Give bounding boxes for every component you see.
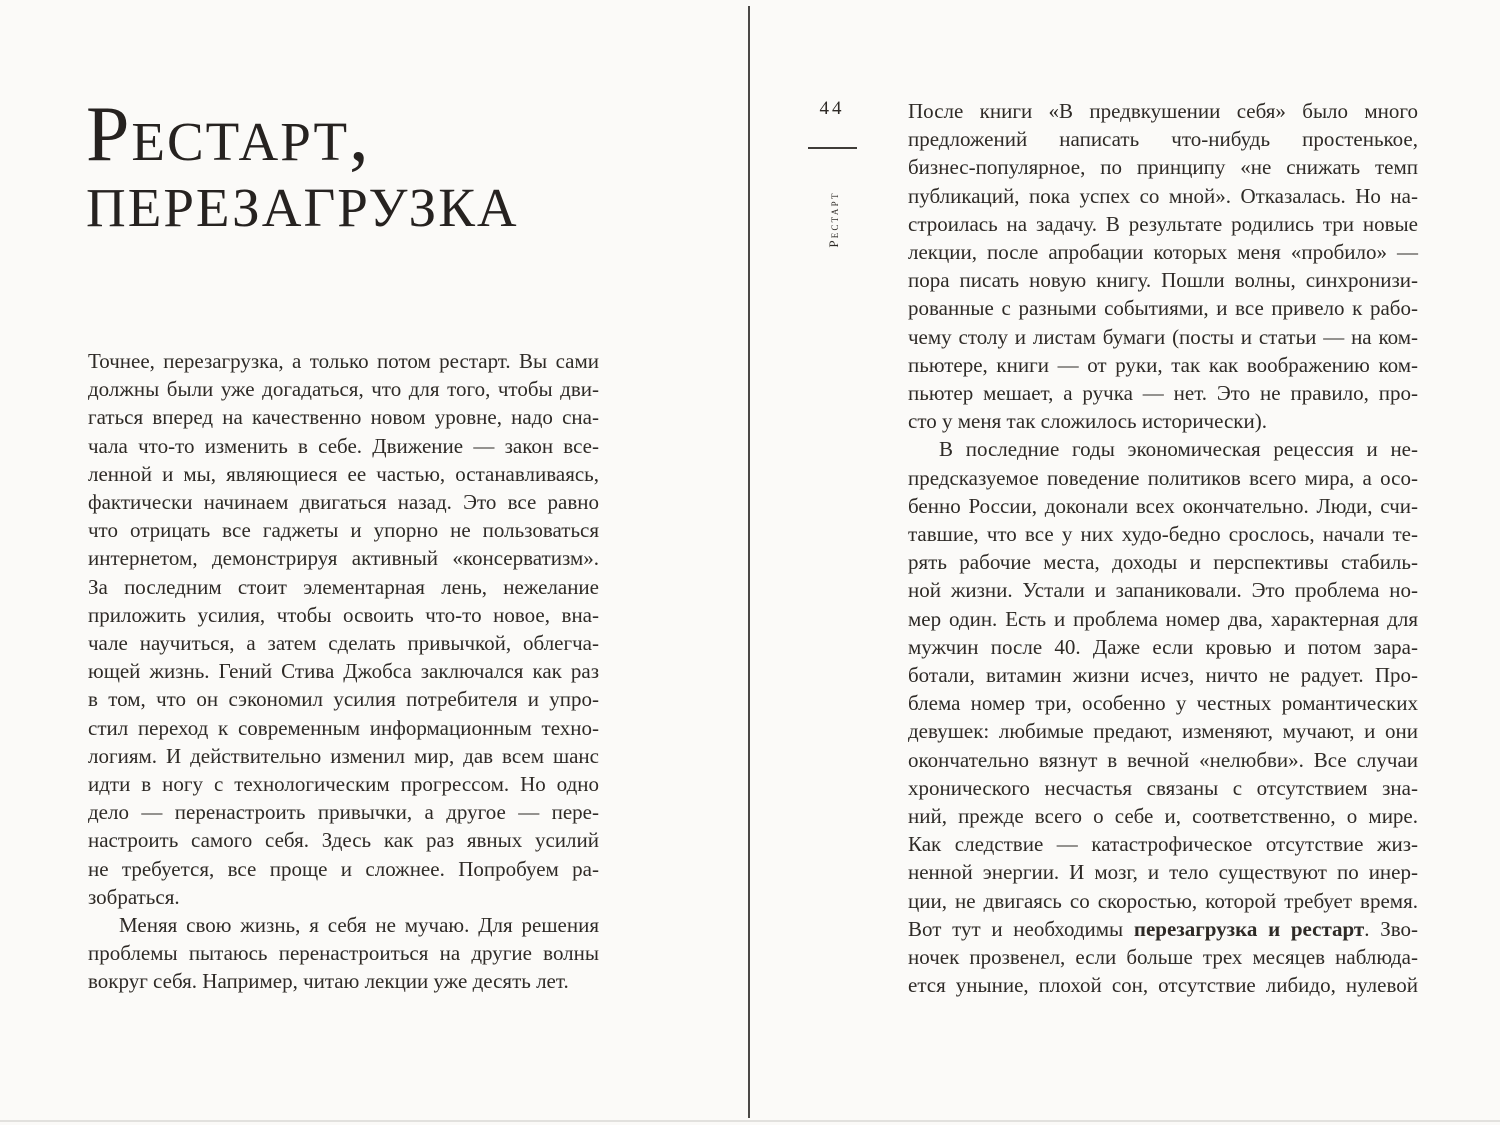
text-segment: строилась на задачу. В результате родились три новые [908, 211, 1418, 236]
text-segment: настроить самого себя. Здесь как раз явных усилий [88, 828, 599, 853]
text-line [908, 746, 1418, 774]
text-segment: чале научиться, а затем сделать привычкой, облегча- [88, 631, 599, 656]
text-segment: приложить усилия, чтобы освоить что-то новое, вна- [88, 602, 599, 627]
text-segment: зобраться. [88, 884, 180, 909]
text-line [88, 629, 599, 657]
text-segment: девушек: любимые предают, изменяют, мучают, и они [908, 719, 1418, 744]
text-line [88, 347, 599, 375]
text-segment: . Зво- [1364, 916, 1418, 941]
bold-text-segment: перезагрузка и рестарт [1133, 916, 1365, 941]
text-segment: За последним стоит элементарная лень, нежелание [88, 574, 599, 599]
folio-rule [808, 147, 857, 149]
right-page-body [908, 97, 1418, 1000]
chapter-title-line-1: Рестарт, [86, 90, 371, 177]
text-line [908, 943, 1418, 971]
text-line [88, 911, 599, 939]
text-segment: публикаций, пока успех со мной». Отказалась. Но на- [908, 183, 1418, 208]
text-segment: Вот тут и необходимы [908, 916, 1134, 941]
page-number: 44 [819, 98, 845, 119]
text-line [908, 576, 1418, 604]
text-segment: не требуется, все проще и сложнее. Попробуем ра- [88, 856, 599, 881]
text-segment: ной жизни. Устали и запаниковали. Это проблема но- [908, 578, 1418, 603]
text-segment: пьютер мешает, а ручка — нет. Это не правило, про- [908, 381, 1418, 406]
text-line [908, 210, 1418, 238]
text-line [88, 601, 599, 629]
text-segment: проблемы пытаюсь перенастроиться на другие волны [88, 941, 599, 966]
text-line [88, 855, 599, 883]
text-line [88, 403, 599, 431]
text-segment: гаться вперед на качественно новом уровне, надо сна- [88, 405, 599, 430]
text-segment: вокруг себя. Например, читаю лекции уже десять лет. [88, 969, 569, 994]
text-segment: чала что-то изменить в себе. Движение — закон все- [88, 433, 599, 458]
text-segment: ботали, витамин жизни исчез, ничто не радует. Про- [908, 663, 1418, 688]
chapter-title [86, 90, 686, 243]
text-segment: идти в ногу с технологическим прогрессом. Но одно [88, 772, 599, 797]
text-segment: чему столу и листам бумаги (посты и статьи — на ком- [908, 324, 1418, 349]
text-line [88, 826, 599, 854]
text-line [88, 544, 599, 572]
text-line [88, 516, 599, 544]
text-line [908, 266, 1418, 294]
right-paragraph-2 [908, 435, 1418, 999]
text-segment: фактически начинаем двигаться назад. Это все равно [88, 490, 599, 515]
text-line [88, 432, 599, 460]
text-line [88, 460, 599, 488]
text-line [908, 802, 1418, 830]
text-segment: что отрицать все гаджеты и упорно не пользоваться [88, 518, 599, 543]
text-line [908, 464, 1418, 492]
text-line [88, 939, 599, 967]
text-line [908, 774, 1418, 802]
text-line [88, 798, 599, 826]
text-segment: окончательно вязнут в вечной «нелюбви». Все случаи [908, 747, 1418, 772]
text-segment: блема номер три, особенно у честных романтических [908, 691, 1418, 716]
text-segment: ний, прежде всего о себе и, соответственно, о мире. [908, 804, 1418, 829]
text-segment: бенно России, доконали всех окончательно. Люди, счи- [908, 493, 1418, 518]
text-line [908, 830, 1418, 858]
text-line [88, 770, 599, 798]
text-line [908, 407, 1418, 435]
text-segment: ленной и мы, являющиеся ее частью, останавливаясь, [88, 461, 599, 486]
text-line [908, 689, 1418, 717]
left-paragraph-2 [88, 911, 599, 996]
text-segment: тавшие, что все у них худо-бедно срослось, начали те- [908, 522, 1418, 547]
text-segment: хронического несчастья связаны с отсутствием зна- [908, 775, 1418, 800]
text-segment: Как следствие — катастрофическое отсутствие жиз- [908, 832, 1418, 857]
text-segment: дело — перенастроить привычки, а другое — пере- [88, 800, 599, 825]
text-line [908, 605, 1418, 633]
text-line [908, 548, 1418, 576]
text-segment: рованные с разными событиями, и все привело к рабо- [908, 296, 1418, 321]
text-line [88, 967, 599, 995]
text-segment: бизнес-популярное, по принципу «не снижать темп [908, 155, 1418, 180]
text-line [88, 685, 599, 713]
text-segment: ется уныние, плохой сон, отсутствие либидо, нулевой [908, 973, 1418, 998]
text-segment: ции, не двигаясь со скоростью, которой требует время. [908, 888, 1418, 913]
text-segment: Точнее, перезагрузка, а только потом рестарт. Вы сами [88, 349, 599, 373]
text-line [908, 294, 1418, 322]
page-divider [748, 6, 750, 1118]
text-line [908, 661, 1418, 689]
text-segment: После книги «В предвкушении себя» было много [908, 99, 1418, 123]
text-line [88, 375, 599, 403]
left-paragraph-1 [88, 347, 599, 911]
text-line [88, 488, 599, 516]
text-segment: Меняя свою жизнь, я себя не мучаю. Для решения [119, 913, 599, 938]
text-line [908, 435, 1418, 463]
text-segment: мужчин после 40. Даже если кровью и потом зара- [908, 634, 1418, 659]
text-line [908, 125, 1418, 153]
text-line [908, 915, 1418, 943]
running-title: Рестарт [826, 191, 841, 248]
text-segment: мер один. Есть и проблема номер два, характерная для [908, 606, 1418, 631]
text-segment: логиям. И действительно изменил мир, дав всем шанс [88, 743, 599, 768]
text-line [908, 238, 1418, 266]
text-segment: В последние годы экономическая рецессия и не- [939, 437, 1418, 462]
page-bottom-edge [0, 1120, 1500, 1122]
text-segment: предсказуемое поведение политиков всего мира, а осо- [908, 465, 1418, 490]
text-line [908, 492, 1418, 520]
text-line [908, 351, 1418, 379]
text-line [908, 971, 1418, 999]
text-line [908, 97, 1418, 125]
text-line [88, 742, 599, 770]
left-page-body [88, 347, 599, 996]
text-segment: в том, что он сэкономил усилия потребителя и упро- [88, 687, 599, 712]
text-line [908, 717, 1418, 745]
text-segment: ненной энергии. И мозг, и тело существуют по инер- [908, 860, 1418, 885]
text-segment: пора писать новую книгу. Пошли волны, синхронизи- [908, 268, 1418, 293]
text-line [908, 379, 1418, 407]
text-segment: стил переход к современным информационным техно- [88, 715, 599, 740]
text-line [908, 633, 1418, 661]
text-segment: сто у меня так сложилось исторически). [908, 409, 1267, 434]
text-line [908, 182, 1418, 210]
text-line [88, 657, 599, 685]
chapter-title-line-2: перезагрузка [86, 156, 519, 243]
text-segment: ющей жизнь. Гений Стива Джобса заключался как раз [88, 659, 599, 684]
text-segment: интернетом, демонстрируя активный «консерватизм». [88, 546, 599, 571]
text-line [908, 520, 1418, 548]
text-line [908, 858, 1418, 886]
text-line [908, 323, 1418, 351]
text-line [908, 887, 1418, 915]
text-segment: ночек прозвенел, если больше трех месяцев наблюда- [908, 945, 1418, 970]
text-segment: пьютере, книги — от руки, так как воображению ком- [908, 352, 1418, 377]
text-line [88, 573, 599, 601]
right-paragraph-1 [908, 97, 1418, 435]
text-segment: предложений написать что-нибудь простенькое, [908, 127, 1418, 152]
text-line [88, 883, 599, 911]
text-segment: лекции, после апробации которых меня «пробило» — [908, 240, 1418, 265]
text-line [88, 714, 599, 742]
text-segment: рять рабочие места, доходы и перспективы стабиль- [908, 550, 1418, 575]
text-line [908, 153, 1418, 181]
text-segment: должны были уже догадаться, что для того, чтобы дви- [88, 377, 599, 402]
